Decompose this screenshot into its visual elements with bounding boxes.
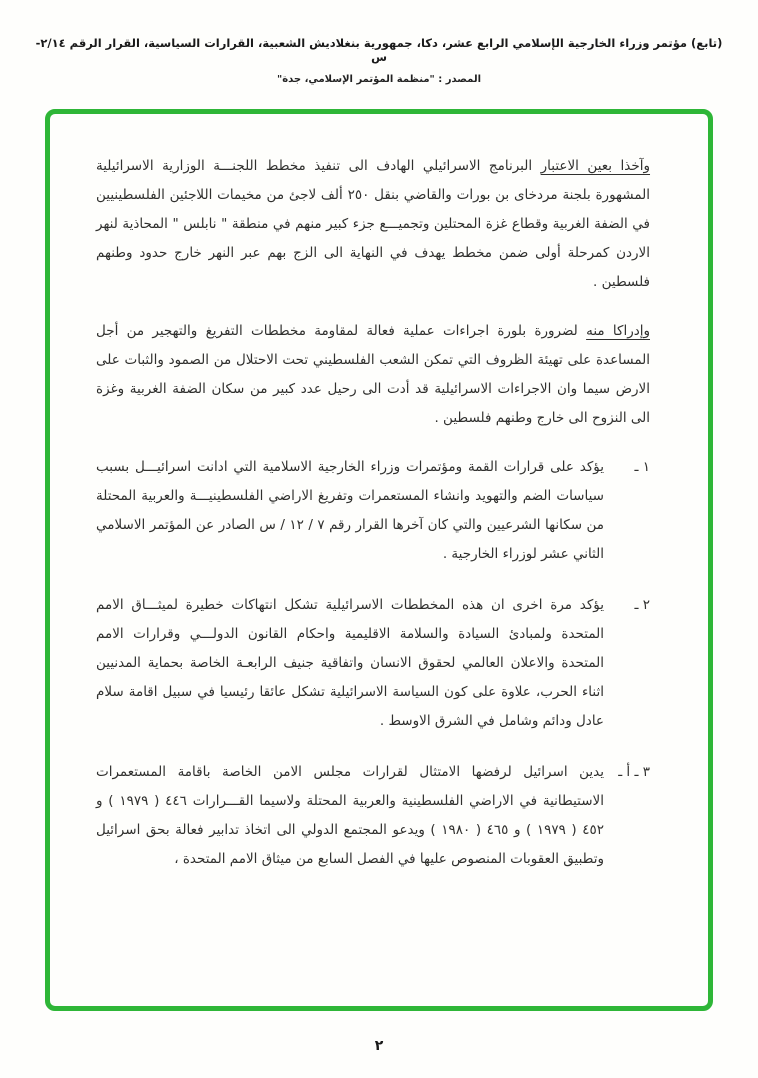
paragraph-text: البرنامج الاسرائيلي الهادف الى تنفيذ مخطط اللجنـــة الوزارية الاسرائيلية المشهورة بلجنة مردخاى بن بورات والقاضي بنقل ٢٥٠ ألف لاجئ من مخيمات اللاجئين الفلسطينيين في الضفة الغربية وقطاع غزة المحتلين وتجميـــع جزء كبير منهم في منطقة " نابلس " المحاذية لنهر الاردن كمرحلة أولى ضمن مخطط يهدف في النهاية الى الزج بهم عبر النهر خارج حدود وطنهم فلسطين .: [96, 158, 650, 291]
green-highlight-frame: [45, 109, 713, 1011]
document-header: [0, 0, 758, 85]
page-number: ٢: [374, 1038, 384, 1054]
item-number: ٢ ـ: [634, 597, 650, 614]
paragraph-lead-underlined: وإدراكا منه: [586, 323, 650, 340]
resolution-item-2: [96, 591, 650, 736]
resolution-item-1: [96, 453, 650, 569]
paragraph-lead-underlined: وآخذا بعين الاعتبار: [540, 158, 651, 174]
paragraph-text: لضرورة بلورة اجراءات عملية فعالة لمقاومة مخططات التفريغ والتهجير من أجل المساعدة على تهيئة الظروف التي تمكن الشعب الفلسطيني تحت الاحتلال من الصمود والثبات على الارض سيما وان الاجراءات الاسرائيلية قد أدت الى رحيل عدد كبير من سكان الضفة الغربية وغزة الى النزوح الى خارج وطنهم فلسطين .: [96, 323, 650, 427]
document-title-line: (تابع) مؤتمر وزراء الخارجية الإسلامي الرابع عشر، دكا، جمهورية بنغلاديش الشعبية، القرارات السياسية، القرار الرقم ٢/١٤- س: [35, 36, 723, 64]
item-text: يؤكد على قرارات القمة ومؤتمرات وزراء الخارجية الاسلامية التي ادانت اسرائيـــل بسبب سياسات الضم والتهويد وانشاء المستعمرات وتفريغ الاراضي الفلسطينيـــة والعربية المحتلة من سكانها الشرعيين والتي كان آخرها القرار رقم ٧ / ١٢ / س الصادر عن المؤتمر الاسلامي الثاني عشر لوزراء الخارجية .: [96, 459, 604, 563]
item-number: ٣ ـ أ ـ: [618, 764, 650, 781]
item-text: يدين اسرائيل لرفضها الامتثال لقرارات مجلس الامن الخاصة باقامة المستعمرات الاستيطانية في الاراضي الفلسطينية والعربية المحتلة ولاسيما القـــرارات ٤٤٦ ( ١٩٧٩ ) و ٤٥٢ ( ١٩٧٩ ) و ٤٦٥ ( ١٩٨٠ ) ويدعو المجتمع الدولي الى اتخاذ تدابير فعالة بحق اسرائيل وتطبيق العقوبات المنصوص عليها في الفصل السابع من ميثاق الامم المتحدة ،: [96, 764, 604, 868]
item-number: ١ ـ: [634, 459, 650, 476]
item-text: يؤكد مرة اخرى ان هذه المخططات الاسرائيلية تشكل انتهاكات خطيرة لميثـــاق الامم المتحدة ولمبادئ السيادة والسلامة الاقليمية واحكام القانون الدولـــي وقرارات الامم المتحدة والاعلان العالمي لحقوق الانسان واتفاقية جنيف الرابعـة الخاصة بحماية المدنيين اثناء الحرب، علاوة على كون السياسة الاسرائيلية تشكل عائقا رئيسيا في سبيل اقامة سلام عادل ودائم وشامل في الشرق الاوسط .: [96, 597, 604, 730]
page-footer: [0, 1035, 758, 1054]
document-body-text: [96, 152, 650, 874]
paragraph-considering: [96, 152, 650, 297]
resolution-item-3a: [96, 758, 650, 874]
source-line: المصدر : "منظمة المؤتمر الإسلامي، جدة": [276, 74, 481, 85]
paragraph-realizing: [96, 317, 650, 433]
